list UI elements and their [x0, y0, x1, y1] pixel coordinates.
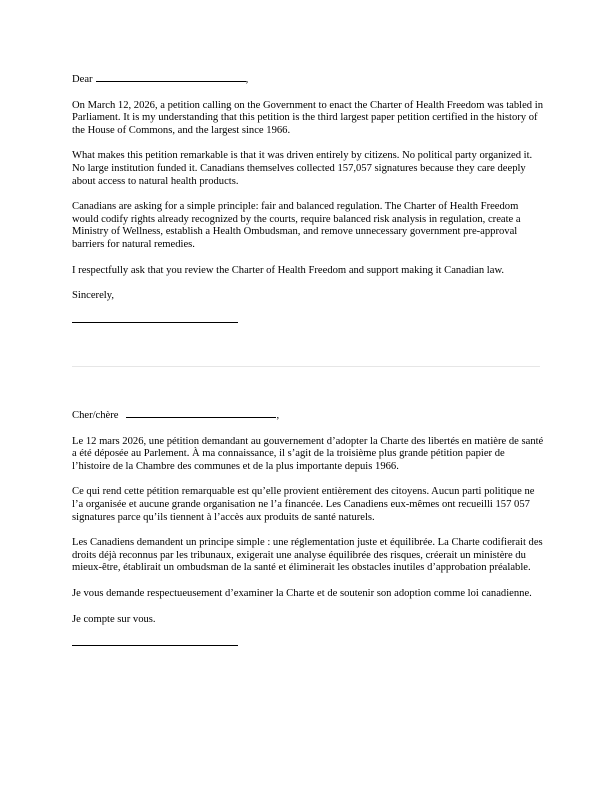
body-paragraph-3: Les Canadiens demandent un principe simple : une réglementation juste et équilibrée. La Charte codifierait des droits déjà reconnus par les tribunaux, exigerait une analyse équilibrée des risques, créerait un ministère du mieux-être, établirait un ombudsman de la santé et éliminerait les obstacles inutiles d’approbation préalable. — [72, 537, 543, 574]
greeting-line — [72, 72, 544, 87]
body-paragraph-1: Le 12 mars 2026, une pétition demandant au gouvernement d’adopter la Charte des libertés en matière de santé a été déposée au Parlement. À ma connaissance, il s’agit de la troisième plus grande pétition papier de l’histoire de la Chambre des communes et de la plus importante depuis 1966. — [72, 435, 544, 472]
section-divider — [72, 366, 540, 367]
signature-blank[interactable] — [72, 645, 238, 646]
body-paragraph-3: Canadians are asking for a simple principle: fair and balanced regulation. The Charter of Health Freedom would codify rights already recognized by the courts, require balanced risk analysis in regulation, create a Ministry of Wellness, establish a Health Ombudsman, and remove unnecessary government pre-approval barriers for natural remedies. — [72, 201, 521, 250]
greeting-label: Dear — [72, 74, 93, 85]
recipient-name-blank[interactable] — [126, 408, 276, 418]
body-paragraph-4: I respectfully ask that you review the Charter of Health Freedom and support making it Canadian law. — [72, 264, 505, 276]
body-paragraph-2: What makes this petition remarkable is that it was driven entirely by citizens. No political party organized it. No large institution funded it. Canadians themselves collected 157,057 signatures because they care deeply about access to natural health products. — [72, 150, 533, 187]
closing-text: Sincerely, — [72, 290, 114, 302]
closing-text: Je compte sur vous. — [72, 613, 156, 625]
greeting-comma: , — [245, 74, 249, 85]
signature-blank[interactable] — [72, 322, 238, 323]
english-letter — [72, 72, 544, 323]
body-paragraph-4: Je vous demande respectueusement d’examiner la Charte et de soutenir son adoption comme loi canadienne. — [72, 587, 532, 599]
greeting-comma: , — [276, 410, 280, 421]
body-paragraph-2: Ce qui rend cette pétition remarquable est qu’elle provient entièrement des citoyens. Aucun parti politique ne l’a organisée et aucune grande organisation ne l’a financée. Les Canadiens eux-mêmes ont recueilli 157 057 signatures parce qu’ils tiennent à l’accès aux produits de santé naturels. — [72, 486, 535, 523]
greeting-line — [72, 408, 544, 423]
greeting-label: Cher/chère — [72, 410, 119, 421]
body-paragraph-1: On March 12, 2026, a petition calling on the Government to enact the Charter of Health Freedom was tabled in Parliament. It is my understanding that this petition is the third largest paper petition certified in the history of the House of Commons, and the largest since 1966. — [72, 99, 543, 136]
french-letter — [72, 408, 544, 646]
recipient-name-blank[interactable] — [96, 72, 246, 82]
